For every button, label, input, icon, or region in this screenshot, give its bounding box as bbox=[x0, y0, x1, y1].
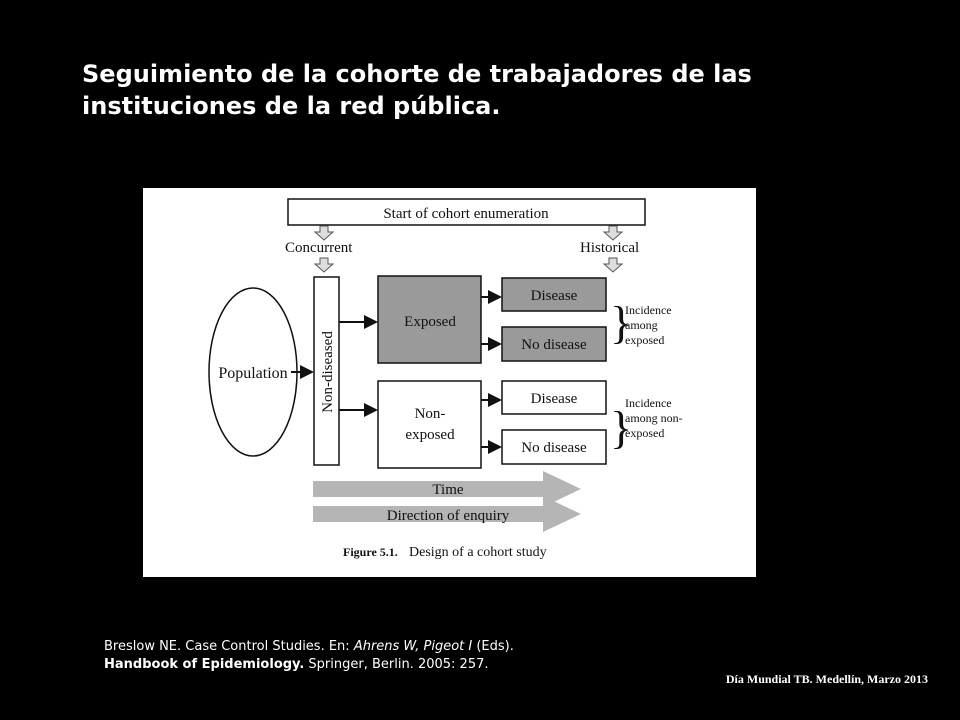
population-label: Population bbox=[218, 365, 288, 382]
reference-citation bbox=[104, 638, 664, 674]
slide-title-line-1: Seguimiento de la cohorte de trabajadores de las bbox=[82, 60, 752, 88]
reference-line-2 bbox=[104, 656, 664, 674]
concurrent-label: Concurrent bbox=[285, 240, 353, 256]
incidence-exposed-line-1: Incidence bbox=[625, 303, 672, 317]
non-diseased-label: Non-diseased bbox=[320, 331, 336, 413]
slide-footer: Día Mundial TB. Medellín, Marzo 2013 bbox=[725, 672, 928, 686]
slide-title bbox=[82, 58, 882, 122]
incidence-exposed-line-3: exposed bbox=[625, 333, 665, 347]
incidence-non-exposed-line-1: Incidence bbox=[625, 396, 672, 410]
incidence-non-exposed-line-2: among non- bbox=[625, 411, 683, 425]
reference-editors: Ahrens W, Pigeot I bbox=[353, 639, 473, 654]
concurrent-down-arrow-2-icon bbox=[315, 258, 333, 272]
incidence-exposed-line-2: among bbox=[625, 318, 658, 332]
slide-title-line-2: instituciones de la red pública. bbox=[82, 92, 501, 120]
reference-part-3: (Eds). bbox=[472, 639, 514, 654]
caption-number: Figure 5.1. bbox=[343, 545, 398, 559]
non-exposed-label-line-2: exposed bbox=[405, 427, 455, 443]
start-enumeration-label: Start of cohort enumeration bbox=[383, 206, 549, 222]
reference-part-1: Breslow NE. Case Control Studies. En: bbox=[104, 639, 354, 654]
time-label: Time bbox=[432, 482, 464, 498]
historical-down-arrow-icon bbox=[604, 226, 622, 240]
reference-publisher: Springer, Berlin. 2005: 257. bbox=[304, 657, 489, 672]
reference-book-title: Handbook of Epidemiology. bbox=[104, 657, 305, 672]
exposed-label: Exposed bbox=[404, 314, 456, 330]
cohort-study-figure bbox=[143, 188, 756, 577]
historical-label: Historical bbox=[580, 240, 640, 256]
non-exposed-label-line-1: Non- bbox=[414, 406, 446, 422]
non-exposed-no-disease-label: No disease bbox=[521, 440, 587, 456]
exposed-no-disease-label: No disease bbox=[521, 337, 587, 353]
non-exposed-disease-label: Disease bbox=[530, 391, 578, 407]
non-exposed-box bbox=[378, 381, 481, 468]
exposed-brace-icon: } bbox=[610, 297, 633, 348]
concurrent-down-arrow-icon bbox=[315, 226, 333, 240]
cohort-diagram bbox=[143, 188, 756, 577]
exposed-disease-label: Disease bbox=[530, 288, 578, 304]
incidence-non-exposed-line-3: exposed bbox=[625, 426, 665, 440]
reference-line-1 bbox=[104, 638, 664, 656]
historical-down-arrow-2-icon bbox=[604, 258, 622, 272]
caption-text: Design of a cohort study bbox=[409, 545, 547, 560]
direction-of-enquiry-label: Direction of enquiry bbox=[386, 508, 510, 524]
non-exposed-brace-icon: } bbox=[610, 402, 633, 453]
